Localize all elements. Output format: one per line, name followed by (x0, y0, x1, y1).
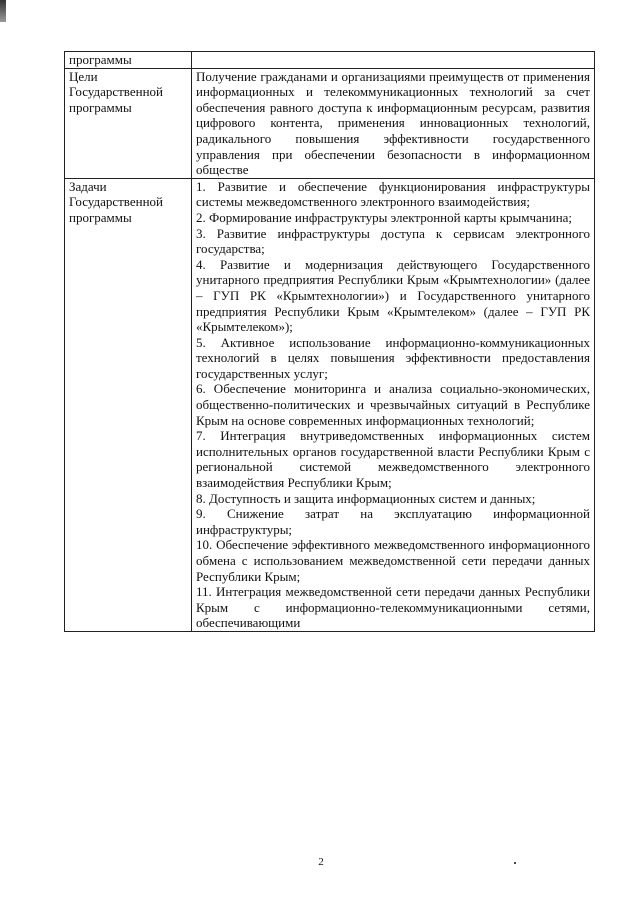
task-item: 3. Развитие инфраструктуры доступа к сервисам электронного государства; (196, 225, 590, 257)
scan-speck (514, 862, 516, 864)
page-number: 2 (318, 856, 324, 868)
task-item: 8. Доступность и защита информационных систем и данных; (196, 490, 536, 506)
table-row (65, 178, 595, 631)
row-label: программы (65, 52, 192, 69)
goals-text: Получение гражданами и организациями преимуществ от применения информационных и телекоммуникационных технологий за счет обеспечения равного доступа к информационным ресурсам, развития цифрового контента, применения инновационных технологий, радикального повышения эффективности государственного управления при обеспечении безопасности в информационном обществе (192, 68, 595, 178)
row-content (192, 52, 595, 69)
task-item: 6. Обеспечение мониторинга и анализа социально-экономических, общественно-политических и чрезвычайных ситуаций в Республике Крым на основе современных информационных технологий; (196, 381, 590, 428)
task-item: 10. Обеспечение эффективного межведомственного информационного обмена с использованием межведомственной сети передачи данных Республики Крым; (196, 537, 590, 584)
scan-edge-mark (0, 0, 6, 22)
tasks-list (192, 178, 595, 631)
task-item: 11. Интеграция межведомственной сети передачи данных Республики Крым с информационно-телекоммуникационными сетями, обеспечивающими (196, 584, 590, 631)
table-row (65, 52, 595, 69)
task-item: 2. Формирование инфраструктуры электронной карты крымчанина; (196, 209, 573, 225)
row-label: Цели Государственной программы (65, 68, 192, 178)
task-item: 9. Снижение затрат на эксплуатацию информационной инфраструктуры; (196, 506, 590, 537)
table-row (65, 68, 595, 178)
task-item: 7. Интеграция внутриведомственных информационных систем исполнительных органов государственной власти Республики Крым с региональной системой межведомственного электронного взаимодействия Республики Крым; (196, 428, 590, 491)
task-item: 5. Активное использование информационно-коммуникационных технологий в целях повышения эффективности предоставления государственных услуг; (196, 334, 590, 381)
row-label: Задачи Государственной программы (65, 178, 192, 631)
program-passport-table (64, 51, 595, 632)
task-item: 4. Развитие и модернизация действующего Государственного унитарного предприятия Республики Крым «Крымтехнологии» (далее – ГУП РК «Крымтехнологии») и Государственного унитарного предприятия Республики Крым «Крымтелеком» (далее – ГУП РК «Крымтелеком»); (196, 256, 590, 335)
task-item: 1. Развитие и обеспечение функционирования инфраструктуры системы межведомственного электронного взаимодействия; (196, 178, 590, 210)
